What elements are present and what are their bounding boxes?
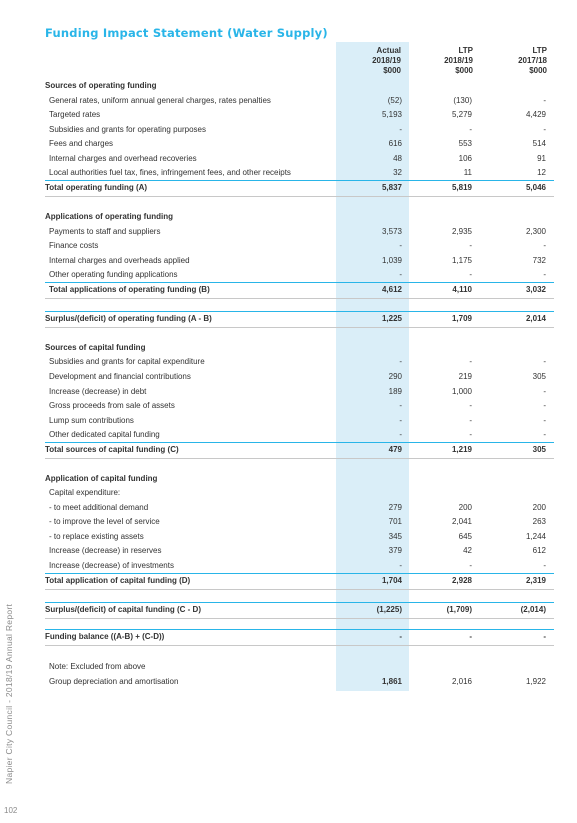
- page-number: 102: [4, 806, 18, 815]
- table-row: - to replace existing assets 345 645 1,244: [49, 532, 546, 541]
- table-row: Internal charges and overhead recoveries 48 106 91: [49, 154, 546, 163]
- divider: [45, 618, 554, 619]
- section-heading: Applications of operating funding: [45, 212, 173, 221]
- table-row: Subsidies and grants for capital expenditure - - -: [49, 357, 546, 366]
- total-row: Total sources of capital funding (C) 479 1,219 305: [45, 445, 546, 454]
- total-row: Funding balance ((A-B) + (C-D)) - - -: [45, 632, 546, 641]
- divider: [45, 589, 554, 590]
- report-name: Napier City Council - 2018/19 Annual Report: [4, 603, 14, 784]
- table-row: Development and financial contributions 290 219 305: [49, 372, 546, 381]
- page-title: Funding Impact Statement (Water Supply): [45, 26, 328, 40]
- table-row: Subsidies and grants for operating purposes - - -: [49, 125, 546, 134]
- total-row: Total application of capital funding (D) 1,704 2,928 2,319: [45, 576, 546, 585]
- total-row: Total applications of operating funding (B) 4,612 4,110 3,032: [49, 285, 546, 294]
- total-row: Surplus/(deficit) of operating funding (A - B) 1,225 1,709 2,014: [45, 314, 546, 323]
- table-row: Lump sum contributions - - -: [49, 416, 546, 425]
- table-row: Increase (decrease) in reserves 379 42 612: [49, 546, 546, 555]
- section-heading: Sources of operating funding: [45, 81, 157, 90]
- table-row: Increase (decrease) in debt 189 1,000 -: [49, 387, 546, 396]
- table-row: Internal charges and overheads applied 1,039 1,175 732: [49, 256, 546, 265]
- total-row: Total operating funding (A) 5,837 5,819 5,046: [45, 183, 546, 192]
- table-row: Fees and charges 616 553 514: [49, 139, 546, 148]
- divider: [45, 458, 554, 459]
- column-header-ltp-2018-19: LTP 2018/19 $000: [444, 46, 473, 75]
- divider: [45, 298, 554, 299]
- table-row: General rates, uniform annual general charges, rates penalties (52) (130) -: [49, 96, 546, 105]
- table-row: Other dedicated capital funding - - -: [49, 430, 546, 439]
- table-row: Payments to staff and suppliers 3,573 2,935 2,300: [49, 227, 546, 236]
- section-heading: Application of capital funding: [45, 474, 158, 483]
- table-row: Local authorities fuel tax, fines, infringement fees, and other receipts 32 11 12: [49, 168, 546, 177]
- table-row: - to meet additional demand 279 200 200: [49, 503, 546, 512]
- divider: [45, 196, 554, 197]
- table-row: Other operating funding applications - - -: [49, 270, 546, 279]
- total-row: Surplus/(deficit) of capital funding (C - D) (1,225) (1,709) (2,014): [45, 605, 546, 614]
- table-row: Gross proceeds from sale of assets - - -: [49, 401, 546, 410]
- table-row: Increase (decrease) of investments - - -: [49, 561, 546, 570]
- section-heading: Sources of capital funding: [45, 343, 146, 352]
- table-row: Group depreciation and amortisation 1,861 2,016 1,922: [49, 677, 546, 686]
- table-row: Finance costs - - -: [49, 241, 546, 250]
- note-row: Note: Excluded from above: [49, 662, 146, 671]
- table-row: - to improve the level of service 701 2,041 263: [49, 517, 546, 526]
- table-row: Targeted rates 5,193 5,279 4,429: [49, 110, 546, 119]
- divider: [45, 327, 554, 328]
- column-header-ltp-2017-18: LTP 2017/18 $000: [518, 46, 547, 75]
- column-header-actual-2018-19: Actual 2018/19 $000: [372, 46, 401, 75]
- table-row: Capital expenditure:: [49, 488, 121, 497]
- divider: [45, 645, 554, 646]
